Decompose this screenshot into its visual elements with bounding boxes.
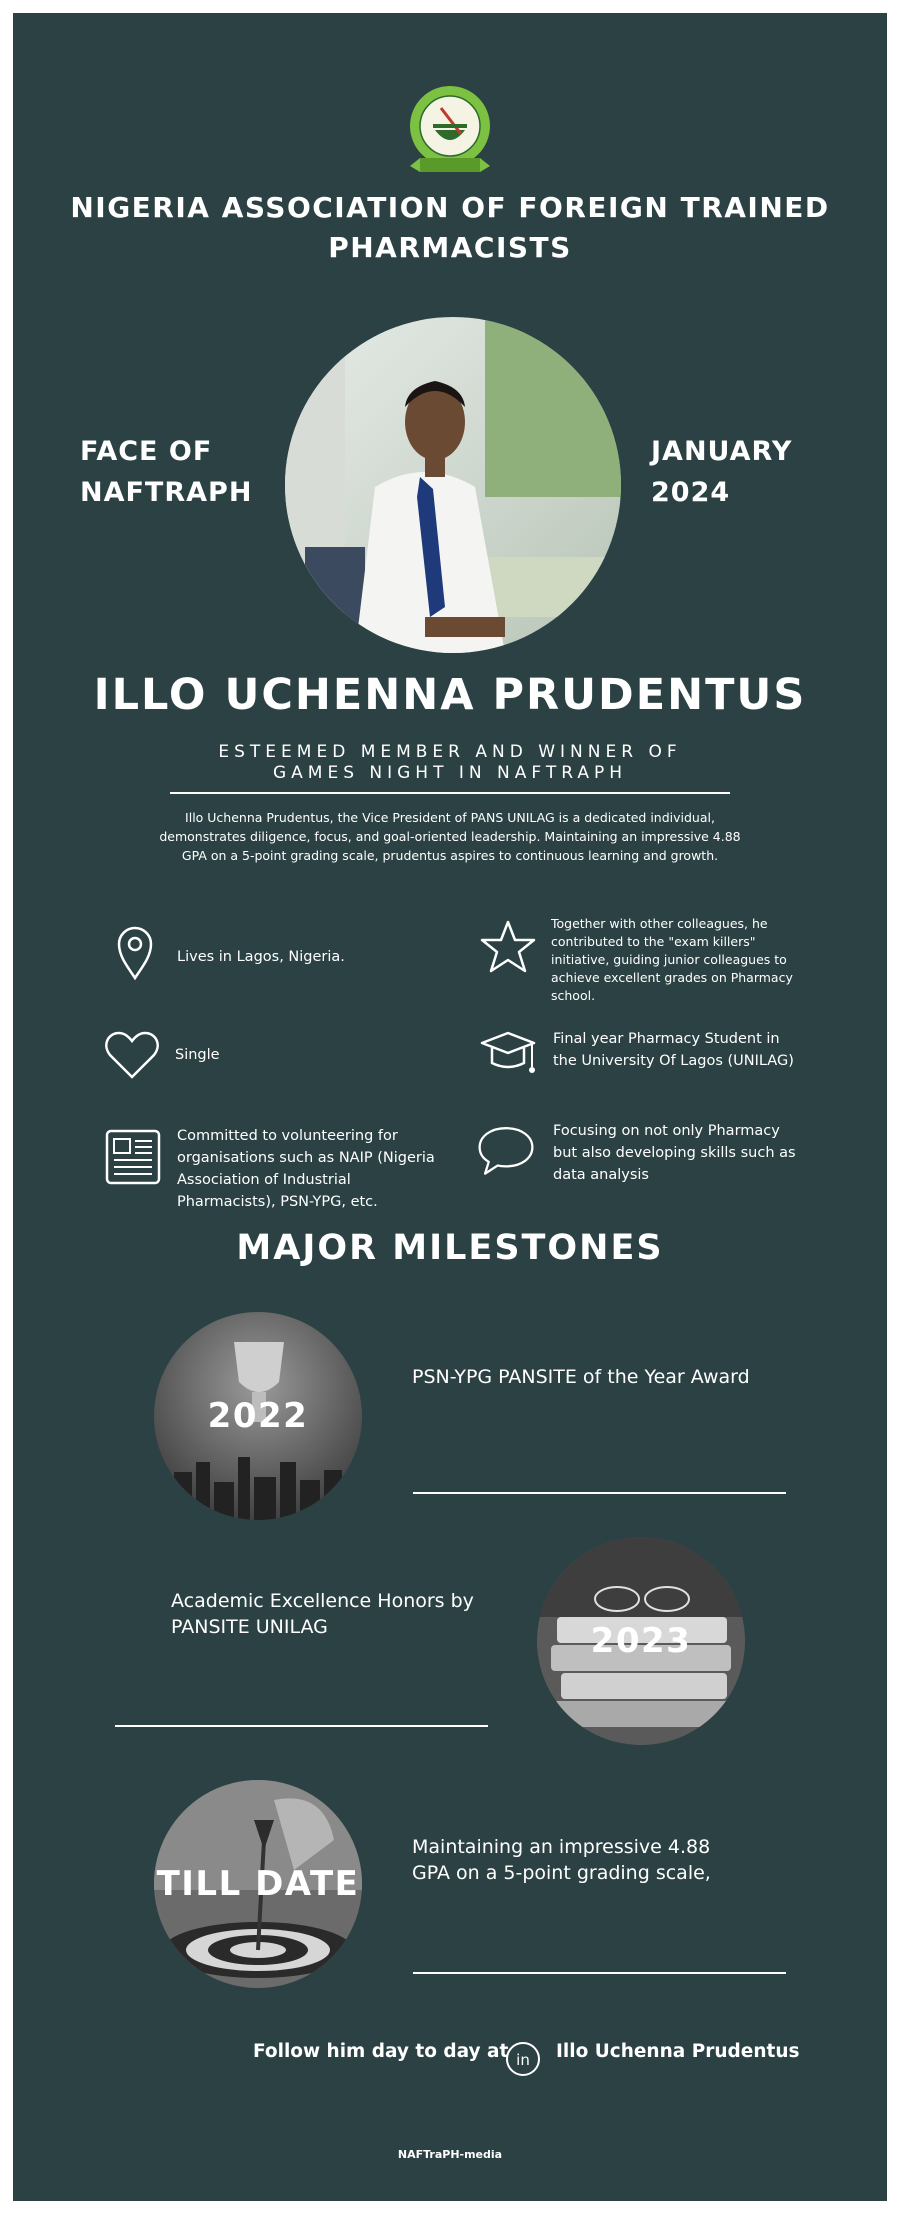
location-pin-icon [105,922,165,982]
milestone-2022-text: PSN-YPG PANSITE of the Year Award [412,1366,750,1388]
student-line2: the University Of Lagos (UNILAG) [553,1053,794,1069]
subtitle-divider [170,792,730,794]
fact-student [553,1028,843,1072]
subtitle-line1: ESTEEMED MEMBER AND WINNER OF [218,742,682,762]
month-line2: 2024 [651,477,731,508]
face-of-label [80,431,252,513]
skills-line2: but also developing skills such as [553,1145,796,1161]
newspaper-icon [103,1127,163,1187]
member-photo [285,317,621,653]
volunteer-line4: Pharmacists), PSN-YPG, etc. [177,1194,378,1210]
volunteer-line1: Committed to volunteering for [177,1128,398,1144]
fact-skills [553,1120,843,1186]
member-name: ILLO UCHENNA PRUDENTUS [93,670,807,720]
svg-text:in: in [516,2051,530,2069]
initiative-line1: Together with other colleagues, he [551,916,768,931]
organization-title [60,188,840,268]
face-of-line2: NAFTRAPH [80,477,253,508]
initiative-line5: school. [551,988,596,1003]
month-line1: JANUARY [651,436,793,467]
milestone-till-date-text-line1: Maintaining an impressive 4.88 [412,1836,711,1858]
fact-initiative [551,915,831,1005]
heart-icon [102,1025,162,1085]
milestone-2023-text [171,1588,474,1640]
member-bio [140,808,760,865]
follow-text: Follow him day to day at [253,2041,509,2062]
organization-title-line2: PHARMACISTS [328,231,572,264]
linkedin-profile-link[interactable]: Illo Uchenna Prudentus [556,2041,800,2062]
milestone-till-date-year: TILL DATE [156,1864,360,1904]
skills-line1: Focusing on not only Pharmacy [553,1123,780,1139]
bio-line2: demonstrates diligence, focus, and goal-oriented leadership. Maintaining an impressive 4.88 [159,829,741,844]
subtitle-line2: GAMES NIGHT IN NAFTRAPH [272,763,627,783]
milestone-2023-image [537,1537,745,1745]
media-credit: NAFTraPH-media [397,2148,503,2161]
student-line1: Final year Pharmacy Student in [553,1031,780,1047]
graduation-cap-icon [478,1023,538,1083]
member-subtitle [120,742,780,784]
milestone-2022-year: 2022 [207,1396,309,1436]
month-label [651,431,792,513]
bio-line3: GPA on a 5-point grading scale, prudentus aspires to continuous learning and growth. [181,848,719,863]
volunteer-line2: organisations such as NAIP (Nigeria [177,1150,435,1166]
naftraph-logo-icon [395,80,505,185]
speech-bubble-icon [476,1120,536,1180]
milestone-till-date-image [154,1780,362,1988]
fact-volunteer [177,1125,467,1213]
initiative-line3: initiative, guiding junior colleagues to [551,952,787,967]
milestone-2023-divider [115,1725,488,1727]
volunteer-line3: Association of Industrial [177,1172,351,1188]
milestones-title: MAJOR MILESTONES [236,1228,664,1268]
milestone-2022-image [154,1312,362,1520]
milestone-2022-divider [413,1492,786,1494]
milestone-till-date-text-line2: GPA on a 5-point grading scale, [412,1862,711,1884]
linkedin-icon[interactable] [505,2041,541,2077]
face-of-line1: FACE OF [80,436,213,467]
initiative-line2: contributed to the "exam killers" [551,934,756,949]
initiative-line4: achieve excellent grades on Pharmacy [551,970,793,985]
milestone-till-date-text [412,1834,711,1886]
organization-title-line1: NIGERIA ASSOCIATION OF FOREIGN TRAINED [70,191,830,224]
milestone-2023-year: 2023 [590,1621,692,1661]
milestone-2023-text-line2: PANSITE UNILAG [171,1616,328,1638]
fact-status: Single [175,1047,220,1063]
skills-line3: data analysis [553,1167,649,1183]
star-icon [478,918,538,978]
fact-lives: Lives in Lagos, Nigeria. [177,949,345,965]
milestone-till-date-divider [413,1972,786,1974]
bio-line1: Illo Uchenna Prudentus, the Vice President of PANS UNILAG is a dedicated individual, [185,810,715,825]
milestone-2023-text-line1: Academic Excellence Honors by [171,1590,474,1612]
